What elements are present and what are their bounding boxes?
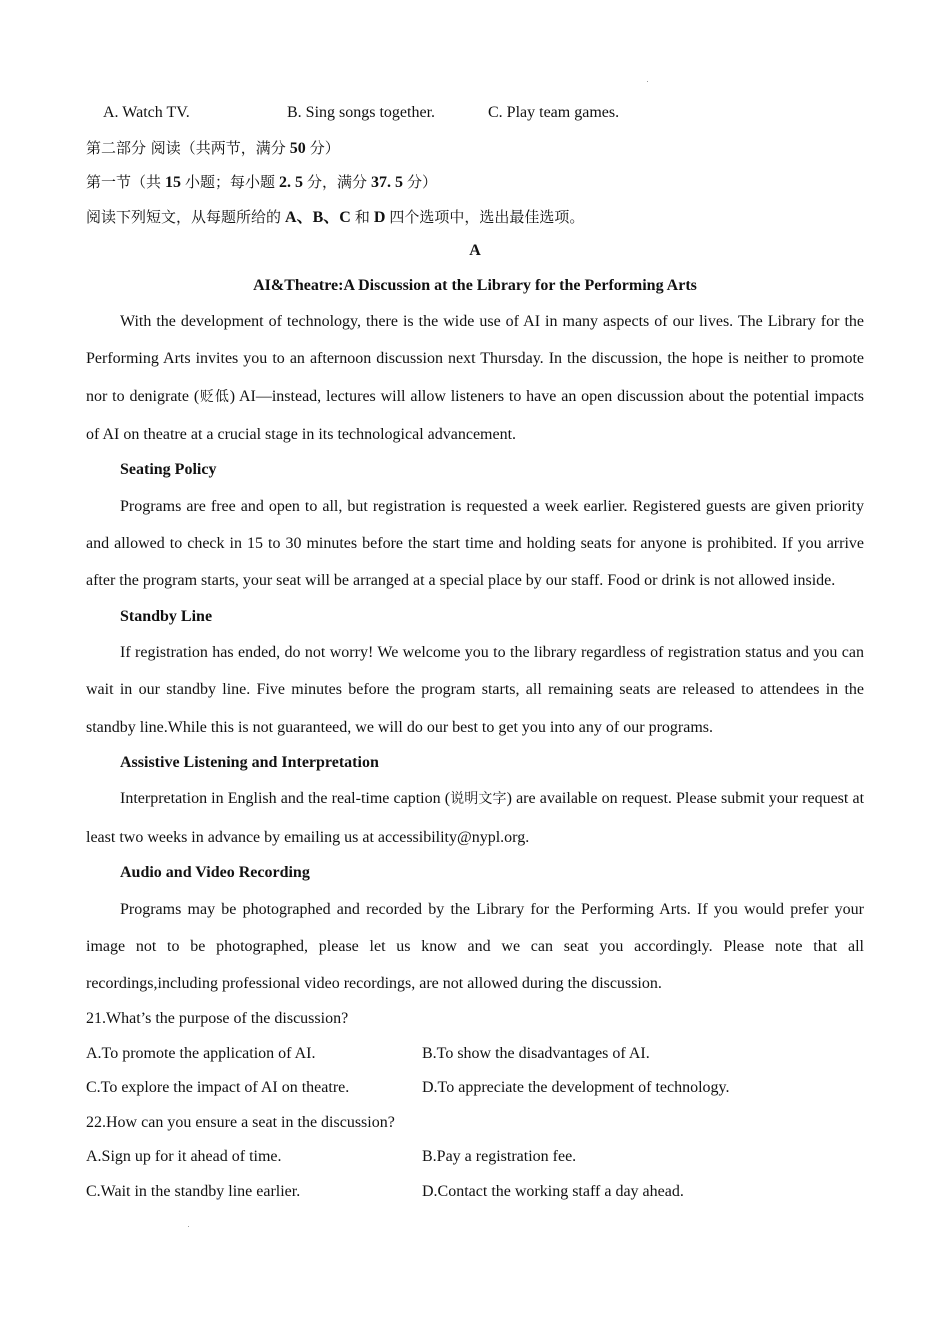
- section-one-heading: 第一节（共 15 小题；每小题 2. 5 分，满分 37. 5 分）: [86, 173, 438, 191]
- recording-heading: Audio and Video Recording: [120, 864, 310, 882]
- q22-option-a: A.Sign up for it ahead of time.: [86, 1148, 282, 1166]
- option-c: C. Play team games.: [488, 104, 620, 121]
- passage-title: AI&Theatre:A Discussion at the Library for the Performing Arts: [253, 276, 697, 294]
- previous-question-options: [86, 96, 864, 131]
- question-22-options-cd: [86, 1175, 864, 1210]
- q21-option-a: A.To promote the application of AI.: [86, 1044, 316, 1062]
- q21-option-b: B.To show the disadvantages of AI.: [422, 1044, 650, 1062]
- q22-option-d: D.Contact the working staff a day ahead.: [422, 1182, 684, 1200]
- scan-dot: [647, 81, 648, 82]
- question-22-options-ab: [86, 1140, 864, 1175]
- question-21-stem: 21.What’s the purpose of the discussion?: [86, 1010, 349, 1028]
- assistive-listening-text: Interpretation in English and the real-time caption (说明文字) are available on request. Please submit your request at least two weeks in advance by emailing us at accessibility@nypl.org.: [86, 790, 865, 846]
- option-a: A. Watch TV.: [103, 104, 190, 121]
- question-22-stem: 22.How can you ensure a seat in the discussion?: [86, 1113, 395, 1131]
- question-21-options-cd: [86, 1071, 864, 1106]
- standby-line-heading: Standby Line: [120, 607, 213, 625]
- scan-dot: [188, 1226, 189, 1227]
- part-two-heading: 第二部分 阅读（共两节，满分 50 分）: [86, 138, 340, 157]
- exam-page: [86, 96, 864, 1209]
- q21-option-c: C.To explore the impact of AI on theatre.: [86, 1079, 350, 1097]
- passage-letter: A: [469, 242, 481, 259]
- seating-policy-text: Programs are free and open to all, but registration is requested a week earlier. Registered guests are given priority and allowed to check in 15 to 30 minutes before the start time and holding seats for anyone is prohibited. If you arrive after the program starts, your seat will be arranged at a special place by our staff. Food or drink is not allowed inside.: [86, 497, 864, 590]
- intro-paragraph: With the development of technology, there is the wide use of AI in many aspects of our lives. The Library for the Performing Arts invites you to an afternoon discussion next Thursday. In the discussion, the hope is neither to promote nor to denigrate (贬低) AI—instead, lectures will allow listeners to have an open discussion about the potential impacts of AI on theatre at a crucial stage in its technological advancement.: [86, 313, 865, 443]
- q21-option-d: D.To appreciate the development of technology.: [422, 1079, 730, 1097]
- seating-policy-heading: Seating Policy: [120, 461, 217, 479]
- q22-option-b: B.Pay a registration fee.: [422, 1148, 577, 1166]
- reading-instruction: 阅读下列短文，从每题所给的 A、B、C 和 D 四个选项中，选出最佳选项。: [86, 207, 585, 226]
- option-b: B. Sing songs together.: [287, 104, 436, 121]
- recording-text: Programs may be photographed and recorded by the Library for the Performing Arts. If you would prefer your image not to be photographed, please let us know and we can seat you accordingly. Please note that all recordings,including professional video recordings, are not allowed during the discussion.: [86, 900, 864, 993]
- assistive-listening-heading: Assistive Listening and Interpretation: [120, 753, 379, 771]
- question-21-options-ab: [86, 1037, 864, 1072]
- q22-option-c: C.Wait in the standby line earlier.: [86, 1182, 301, 1200]
- standby-line-text: If registration has ended, do not worry! We welcome you to the library regardless of registration status and you can wait in our standby line. Five minutes before the program starts, all remaining seats are released to attendees in the standby line.While this is not guaranteed, we will do our best to get you into any of our programs.: [86, 644, 864, 736]
